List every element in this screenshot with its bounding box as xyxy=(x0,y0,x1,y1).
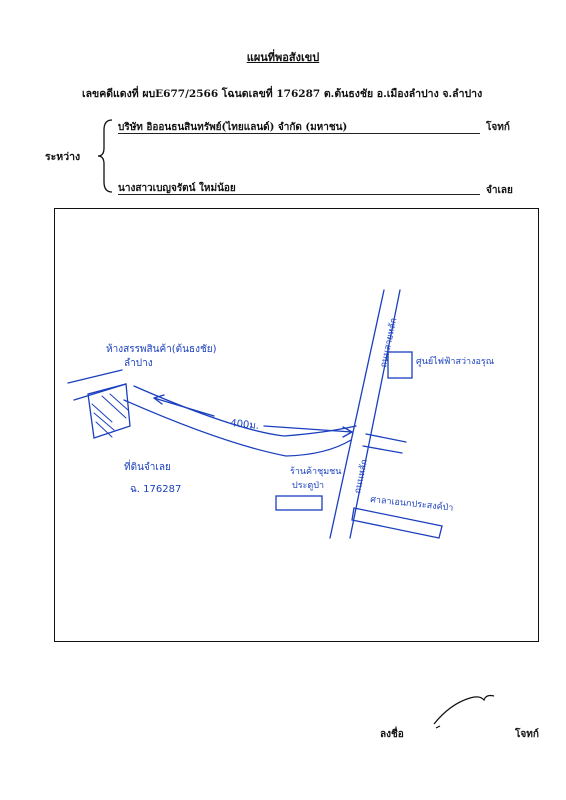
defendant-role: จำเลย xyxy=(486,185,513,196)
signature-label: ลงชื่อ xyxy=(380,729,404,740)
map-label-top-left-2: ลำปาง xyxy=(124,358,153,369)
sketch-map xyxy=(54,208,539,642)
plaintiff-role: โจทก์ xyxy=(486,122,510,133)
signature-icon xyxy=(430,690,510,730)
center-place-box xyxy=(276,496,322,510)
right-stub-lower xyxy=(363,446,402,453)
plaintiff-name: บริษัท อิออนธนสินทรัพย์(ไทยแลนด์) จำกัด (มหาชน) xyxy=(118,122,348,133)
page-title: แผนที่พอสังเขป xyxy=(246,51,320,64)
bottom-right-box xyxy=(352,508,442,538)
branch-road-1 xyxy=(68,370,122,383)
plaintiff-underline xyxy=(118,133,480,134)
between-label: ระหว่าง xyxy=(45,151,81,163)
right-stub-upper xyxy=(366,434,406,442)
brace-icon xyxy=(96,118,116,194)
map-label-road: ถนนสายหลัก xyxy=(379,317,400,369)
map-label-land: ที่ดินจำเลย xyxy=(124,462,171,473)
map-label-road-2: ถนนหลัก xyxy=(353,458,371,495)
map-label-right-shop: ศูนย์ไฟฟ้าสว่างอรุณ xyxy=(416,357,495,367)
defendant-name: นางสาวเบญจรัตน์ ใหม่น้อย xyxy=(118,183,236,194)
map-label-top-left: ห้างสรรพสินค้า(ต้นธงชัย) xyxy=(106,344,217,355)
map-label-bottom-right: ศาลาเอนกประสงค์ป่า xyxy=(369,495,454,514)
map-label-deed: ฉ. 176287 xyxy=(130,484,182,495)
land-parcel xyxy=(88,384,130,438)
defendant-underline xyxy=(118,194,480,195)
signature-role: โจทก์ xyxy=(515,729,539,740)
case-number-line: เลขคดีแดงที่ ผบE677/2566 โฉนดเลขที่ 176287 ต.ต้นธงชัย อ.เมืองลำปาง จ.ลำปาง xyxy=(82,88,483,100)
map-label-center: ร้านค้าชุมชน xyxy=(290,467,342,477)
map-label-center-2: ประตูป่า xyxy=(292,481,324,491)
map-label-distance: 400ม. xyxy=(229,418,260,433)
